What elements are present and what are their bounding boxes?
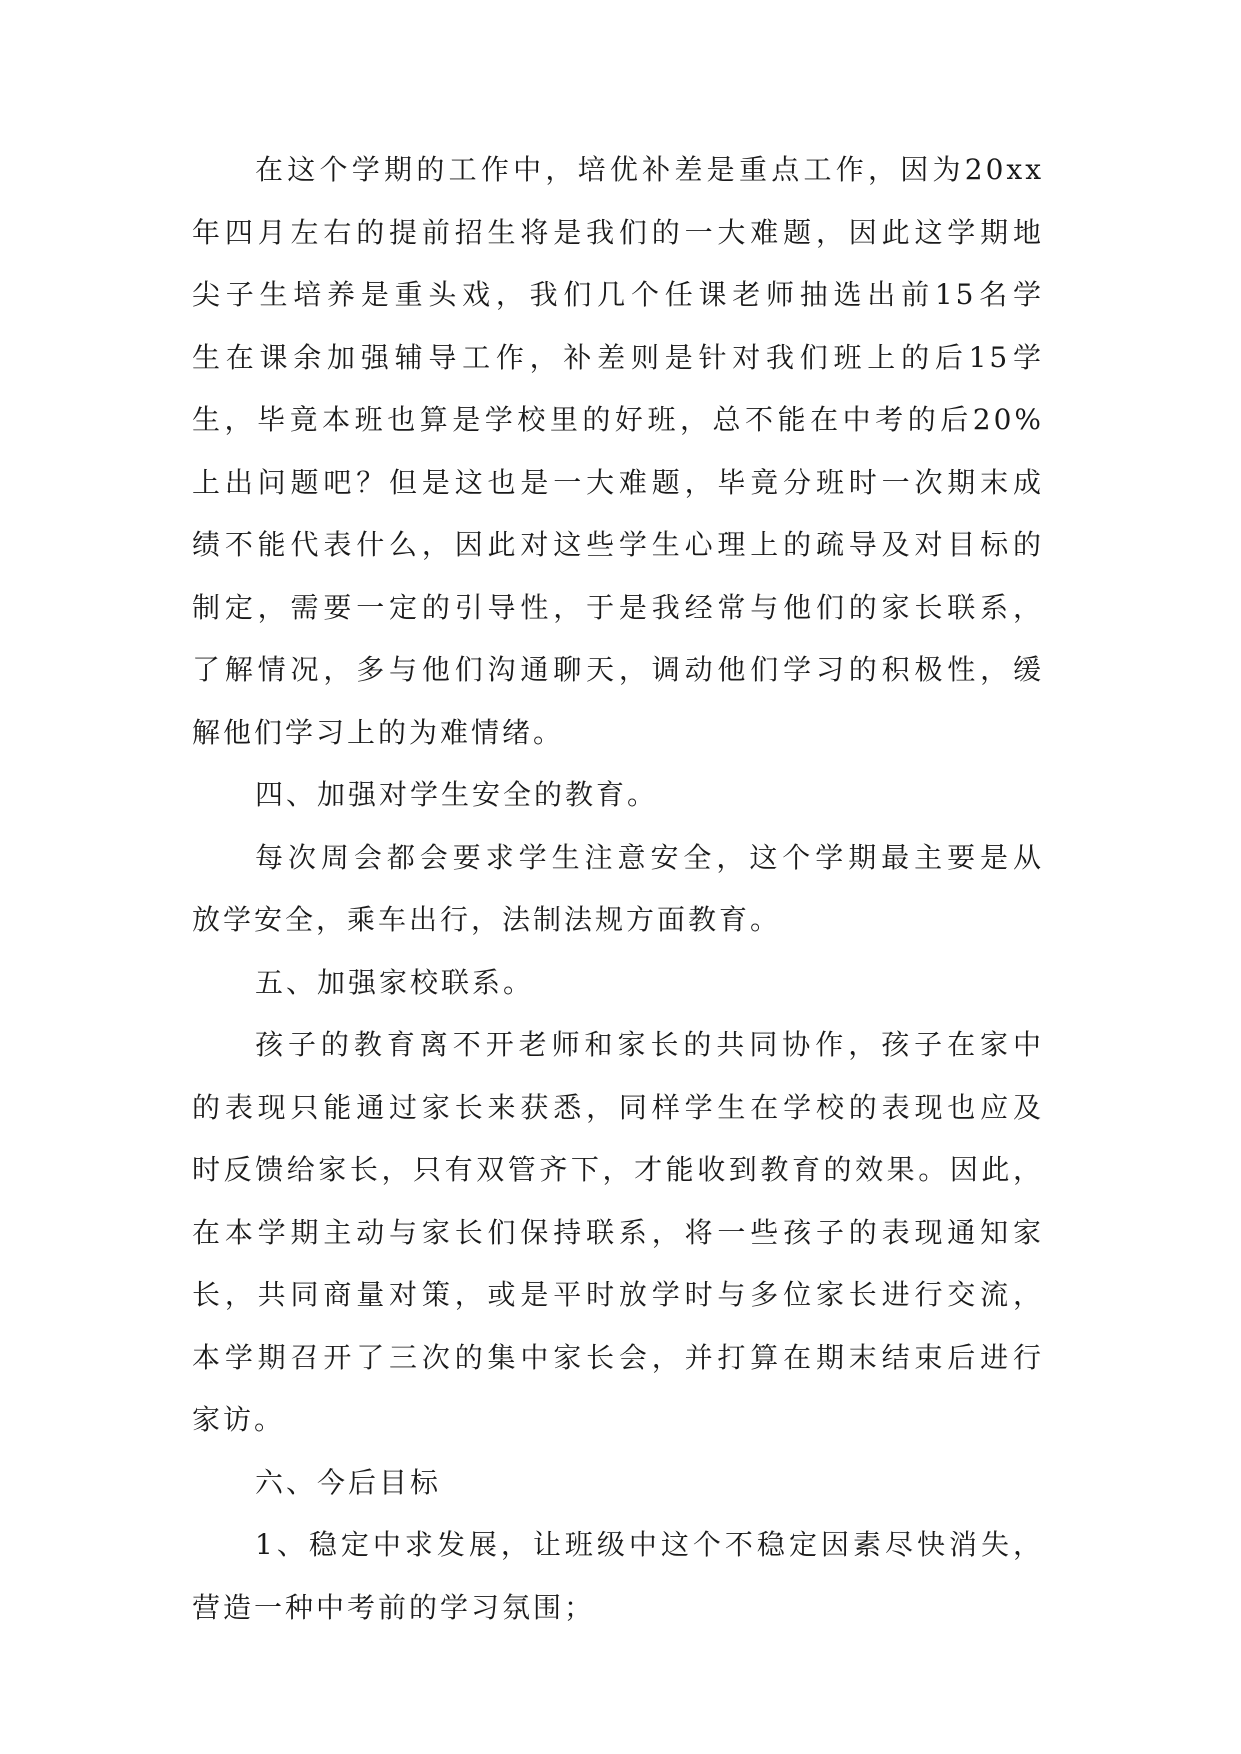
paragraph-line: 营造一种中考前的学习氛围； xyxy=(192,1590,596,1624)
paragraph-line: 长，共同商量对策，或是平时放学时与多位家长进行交流， xyxy=(192,1278,1044,1311)
paragraph-line: 生，毕竟本班也算是学校里的好班，总不能在中考的后20% xyxy=(192,403,1044,436)
paragraph-line: 本学期召开了三次的集中家长会，并打算在期末结束后进行 xyxy=(192,1340,1044,1374)
paragraph-line: 每次周会都会要求学生注意安全，这个学期最主要是从 xyxy=(255,840,1044,874)
paragraph-line: 上出问题吧？但是这也是一大难题，毕竟分班时一次期末成 xyxy=(192,465,1044,499)
paragraph-line: 放学安全，乘车出行，法制法规方面教育。 xyxy=(192,903,782,936)
paragraph-line: 时反馈给家长，只有双管齐下，才能收到教育的效果。因此， xyxy=(192,1153,1044,1186)
paragraph-line: 家访。 xyxy=(192,1403,286,1436)
paragraph-line: 1、稳定中求发展，让班级中这个不稳定因素尽快消失， xyxy=(255,1528,1044,1561)
paragraph-line: 年四月左右的提前招生将是我们的一大难题，因此这学期地 xyxy=(192,215,1044,249)
paragraph-line: 孩子的教育离不开老师和家长的共同协作，孩子在家中 xyxy=(255,1028,1044,1061)
section-heading: 六、今后目标 xyxy=(255,1465,442,1499)
paragraph-line: 尖子生培养是重头戏，我们几个任课老师抽选出前15名学 xyxy=(192,278,1044,311)
paragraph-line: 在本学期主动与家长们保持联系，将一些孩子的表现通知家 xyxy=(192,1215,1044,1249)
paragraph-line: 制定，需要一定的引导性，于是我经常与他们的家长联系， xyxy=(192,590,1044,624)
paragraph-line: 了解情况，多与他们沟通聊天，调动他们学习的积极性，缓 xyxy=(192,653,1044,686)
section-heading: 四、加强对学生安全的教育。 xyxy=(255,778,659,811)
paragraph-line: 解他们学习上的为难情绪。 xyxy=(192,715,565,749)
section-heading: 五、加强家校联系。 xyxy=(255,965,535,999)
paragraph-line: 绩不能代表什么，因此对这些学生心理上的疏导及对目标的 xyxy=(192,528,1044,561)
paragraph-line: 生在课余加强辅导工作，补差则是针对我们班上的后15学 xyxy=(192,340,1044,374)
paragraph-line: 的表现只能通过家长来获悉，同样学生在学校的表现也应及 xyxy=(192,1090,1044,1124)
paragraph-line: 在这个学期的工作中，培优补差是重点工作，因为20xx xyxy=(255,153,1044,186)
